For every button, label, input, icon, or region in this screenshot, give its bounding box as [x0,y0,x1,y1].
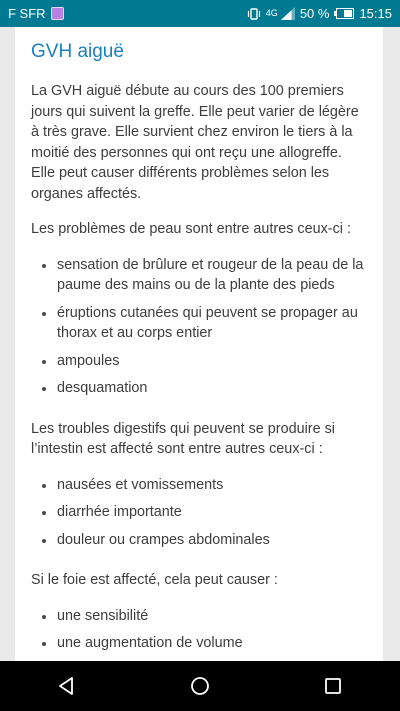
back-icon [57,676,77,696]
network-4g-icon: 4G [265,8,278,18]
home-button[interactable] [170,661,230,711]
recent-apps-button[interactable] [303,661,363,711]
list-item: nausées et vomissements [31,475,367,496]
list-item: ampoules [31,351,367,372]
back-button[interactable] [37,661,97,711]
list-item: une sensibilité [31,606,367,627]
clock: 15:15 [359,6,392,21]
home-icon [190,676,210,696]
skin-heading: Les problèmes de peau sont entre autres ceux-ci : [31,221,351,237]
intro-paragraph: La GVH aiguë débute au cours des 100 premiers jours qui suivent la greffe. Elle peut varier de légère à très grave. Elle survient chez environ le tiers à la moitié des personnes qui ont reçu une allogreffe. Elle peut causer différents problèmes selon les organes affectés. [31,83,359,202]
list-item: éruptions cutanées qui peuvent se propager au thorax et au corps entier [31,303,367,344]
status-bar [0,0,400,27]
notification-icon [51,7,64,20]
status-bar-left [8,6,64,21]
battery-percentage: 50 % [299,6,330,21]
liver-heading: Si le foie est affecté, cela peut causer : [31,572,278,588]
signal-icon [281,7,295,20]
list-item: diarrhée importante [31,502,367,523]
recent-apps-icon [323,676,343,696]
carrier-label: F SFR [8,6,46,21]
skin-symptoms-list [31,255,367,399]
list-item: douleur ou crampes abdominales [31,530,367,551]
digestive-symptoms-list [31,475,367,551]
list-item: une augmentation de volume [31,633,367,654]
article-card [15,27,383,661]
digestive-heading: Les troubles digestifs qui peuvent se produire si l’intestin est affecté sont entre autres ceux-ci : [31,420,335,457]
article-title: GVH aiguë [31,41,124,62]
vibrate-icon [247,8,261,20]
battery-icon [334,8,354,19]
navigation-bar [0,661,400,711]
list-item: sensation de brûlure et rougeur de la peau de la paume des mains ou de la plante des pieds [31,255,367,296]
status-bar-right [247,6,392,21]
list-item: desquamation [31,378,367,399]
